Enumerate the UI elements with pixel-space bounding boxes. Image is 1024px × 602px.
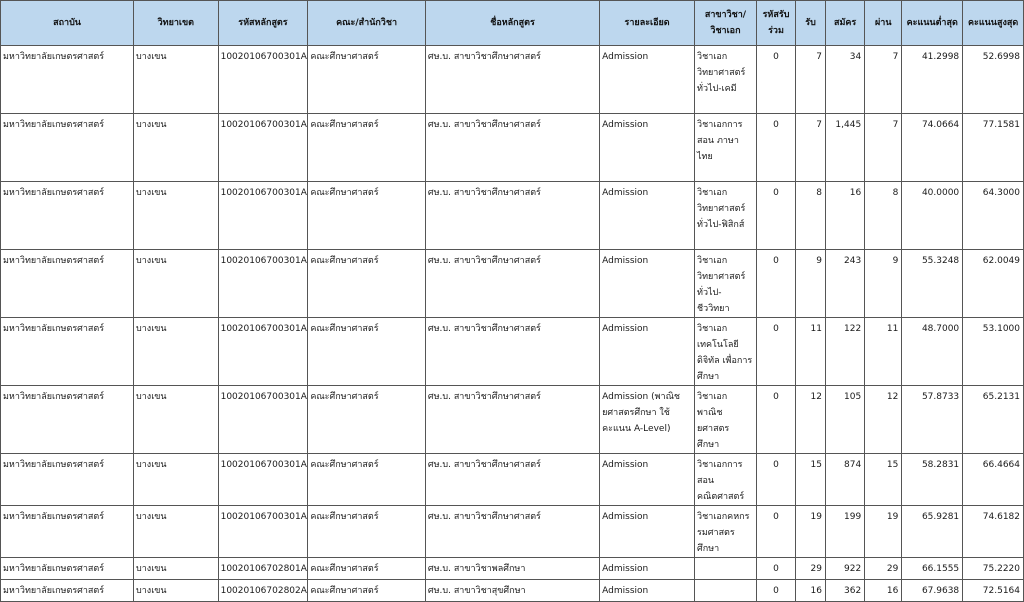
- cell-accept: 7: [796, 114, 826, 182]
- cell-joint-code: 0: [756, 46, 795, 114]
- cell-accept: 8: [796, 182, 826, 250]
- cell-detail: Admission (พาณิชยศาสตรศึกษา ใช้ คะแนน A-Level): [600, 386, 695, 454]
- cell-passed: 12: [865, 386, 902, 454]
- cell-institution: มหาวิทยาลัยเกษตรศาสตร์: [1, 558, 134, 580]
- table-row: [1, 454, 1024, 506]
- cell-program: ศษ.บ. สาขาวิชาพลศึกษา: [425, 558, 599, 580]
- cell-institution: มหาวิทยาลัยเกษตรศาสตร์: [1, 250, 134, 318]
- cell-code: 10020106700301A: [218, 454, 308, 506]
- table-row: [1, 506, 1024, 558]
- cell-major: วิชาเอก วิทยาศาสตร์ ทั่วไป-ชีววิทยา: [695, 250, 757, 318]
- cell-code: 10020106700301A: [218, 114, 308, 182]
- cell-joint-code: 0: [756, 182, 795, 250]
- cell-max-score: 65.2131: [963, 386, 1024, 454]
- cell-institution: มหาวิทยาลัยเกษตรศาสตร์: [1, 114, 134, 182]
- cell-code: 10020106702802A: [218, 580, 308, 602]
- cell-institution: มหาวิทยาลัยเกษตรศาสตร์: [1, 580, 134, 602]
- cell-max-score: 75.2220: [963, 558, 1024, 580]
- cell-faculty: คณะศึกษาศาสตร์: [308, 558, 426, 580]
- cell-faculty: คณะศึกษาศาสตร์: [308, 454, 426, 506]
- cell-code: 10020106700301A: [218, 46, 308, 114]
- header-row: [1, 1, 1024, 46]
- cell-passed: 8: [865, 182, 902, 250]
- cell-applied: 105: [826, 386, 865, 454]
- cell-detail: Admission: [600, 182, 695, 250]
- cell-max-score: 52.6998: [963, 46, 1024, 114]
- cell-major: วิชาเอกการสอน ภาษาไทย: [695, 114, 757, 182]
- cell-joint-code: 0: [756, 454, 795, 506]
- cell-program: ศษ.บ. สาขาวิชาศึกษาศาสตร์: [425, 114, 599, 182]
- cell-detail: Admission: [600, 318, 695, 386]
- cell-applied: 922: [826, 558, 865, 580]
- cell-passed: 15: [865, 454, 902, 506]
- cell-max-score: 62.0049: [963, 250, 1024, 318]
- cell-faculty: คณะศึกษาศาสตร์: [308, 580, 426, 602]
- cell-institution: มหาวิทยาลัยเกษตรศาสตร์: [1, 506, 134, 558]
- table-row: [1, 250, 1024, 318]
- cell-min-score: 48.7000: [902, 318, 963, 386]
- cell-min-score: 58.2831: [902, 454, 963, 506]
- cell-min-score: 40.0000: [902, 182, 963, 250]
- header-applied: สมัคร: [826, 1, 865, 46]
- cell-program: ศษ.บ. สาขาวิชาศึกษาศาสตร์: [425, 318, 599, 386]
- cell-campus: บางเขน: [134, 250, 219, 318]
- header-major: สาขาวิชา/ วิชาเอก: [695, 1, 757, 46]
- cell-min-score: 67.9638: [902, 580, 963, 602]
- table-row: [1, 182, 1024, 250]
- cell-accept: 12: [796, 386, 826, 454]
- cell-applied: 34: [826, 46, 865, 114]
- cell-min-score: 55.3248: [902, 250, 963, 318]
- table-row: [1, 318, 1024, 386]
- cell-institution: มหาวิทยาลัยเกษตรศาสตร์: [1, 318, 134, 386]
- cell-joint-code: 0: [756, 558, 795, 580]
- cell-joint-code: 0: [756, 318, 795, 386]
- cell-campus: บางเขน: [134, 114, 219, 182]
- cell-campus: บางเขน: [134, 580, 219, 602]
- cell-accept: 19: [796, 506, 826, 558]
- cell-major: วิชาเอก วิทยาศาสตร์ ทั่วไป-ฟิสิกส์: [695, 182, 757, 250]
- header-program: ชื่อหลักสูตร: [425, 1, 599, 46]
- cell-major: วิชาเอก วิทยาศาสตร์ ทั่วไป-เคมี: [695, 46, 757, 114]
- cell-accept: 11: [796, 318, 826, 386]
- header-passed: ผ่าน: [865, 1, 902, 46]
- cell-faculty: คณะศึกษาศาสตร์: [308, 46, 426, 114]
- cell-detail: Admission: [600, 250, 695, 318]
- cell-min-score: 65.9281: [902, 506, 963, 558]
- cell-faculty: คณะศึกษาศาสตร์: [308, 386, 426, 454]
- cell-accept: 9: [796, 250, 826, 318]
- cell-major: วิชาเอก พาณิชยศาสตร ศึกษา: [695, 386, 757, 454]
- cell-code: 10020106702801A: [218, 558, 308, 580]
- cell-institution: มหาวิทยาลัยเกษตรศาสตร์: [1, 46, 134, 114]
- cell-max-score: 53.1000: [963, 318, 1024, 386]
- cell-program: ศษ.บ. สาขาวิชาศึกษาศาสตร์: [425, 46, 599, 114]
- cell-campus: บางเขน: [134, 454, 219, 506]
- cell-detail: Admission: [600, 558, 695, 580]
- cell-accept: 29: [796, 558, 826, 580]
- cell-campus: บางเขน: [134, 318, 219, 386]
- cell-passed: 7: [865, 46, 902, 114]
- cell-min-score: 74.0664: [902, 114, 963, 182]
- cell-detail: Admission: [600, 114, 695, 182]
- cell-max-score: 74.6182: [963, 506, 1024, 558]
- cell-faculty: คณะศึกษาศาสตร์: [308, 182, 426, 250]
- cell-joint-code: 0: [756, 506, 795, 558]
- table-row: [1, 46, 1024, 114]
- cell-major: วิชาเอก เทคโนโลยีดิจิทัล เพื่อการศึกษา: [695, 318, 757, 386]
- cell-passed: 9: [865, 250, 902, 318]
- cell-max-score: 64.3000: [963, 182, 1024, 250]
- cell-passed: 29: [865, 558, 902, 580]
- cell-applied: 243: [826, 250, 865, 318]
- header-max-score: คะแนนสูงสุด: [963, 1, 1024, 46]
- cell-code: 10020106700301A: [218, 250, 308, 318]
- cell-applied: 199: [826, 506, 865, 558]
- cell-passed: 7: [865, 114, 902, 182]
- header-min-score: คะแนนต่ำสุด: [902, 1, 963, 46]
- cell-institution: มหาวิทยาลัยเกษตรศาสตร์: [1, 454, 134, 506]
- cell-passed: 19: [865, 506, 902, 558]
- cell-faculty: คณะศึกษาศาสตร์: [308, 114, 426, 182]
- cell-program: ศษ.บ. สาขาวิชาศึกษาศาสตร์: [425, 454, 599, 506]
- header-joint-code: รหัสรับ ร่วม: [756, 1, 795, 46]
- cell-program: ศษ.บ. สาขาวิชาศึกษาศาสตร์: [425, 250, 599, 318]
- cell-applied: 1,445: [826, 114, 865, 182]
- header-institution: สถาบัน: [1, 1, 134, 46]
- cell-accept: 15: [796, 454, 826, 506]
- cell-program: ศษ.บ. สาขาวิชาศึกษาศาสตร์: [425, 182, 599, 250]
- cell-applied: 122: [826, 318, 865, 386]
- cell-min-score: 66.1555: [902, 558, 963, 580]
- cell-major: [695, 580, 757, 602]
- cell-max-score: 72.5164: [963, 580, 1024, 602]
- table-row: [1, 558, 1024, 580]
- cell-faculty: คณะศึกษาศาสตร์: [308, 506, 426, 558]
- cell-major: วิชาเอกคหกร รมศาสตรศึกษา: [695, 506, 757, 558]
- header-faculty: คณะ/สำนักวิชา: [308, 1, 426, 46]
- cell-min-score: 41.2998: [902, 46, 963, 114]
- cell-detail: Admission: [600, 454, 695, 506]
- cell-max-score: 77.1581: [963, 114, 1024, 182]
- cell-applied: 16: [826, 182, 865, 250]
- header-detail: รายละเอียด: [600, 1, 695, 46]
- cell-program: ศษ.บ. สาขาวิชาศึกษาศาสตร์: [425, 386, 599, 454]
- cell-campus: บางเขน: [134, 558, 219, 580]
- cell-institution: มหาวิทยาลัยเกษตรศาสตร์: [1, 182, 134, 250]
- header-campus: วิทยาเขต: [134, 1, 219, 46]
- cell-faculty: คณะศึกษาศาสตร์: [308, 318, 426, 386]
- cell-program: ศษ.บ. สาขาวิชาสุขศึกษา: [425, 580, 599, 602]
- cell-code: 10020106700301A: [218, 318, 308, 386]
- cell-campus: บางเขน: [134, 182, 219, 250]
- cell-joint-code: 0: [756, 386, 795, 454]
- cell-code: 10020106700301A: [218, 386, 308, 454]
- cell-passed: 11: [865, 318, 902, 386]
- cell-major: วิชาเอกการสอน คณิตศาสตร์: [695, 454, 757, 506]
- cell-accept: 7: [796, 46, 826, 114]
- table-row: [1, 114, 1024, 182]
- cell-faculty: คณะศึกษาศาสตร์: [308, 250, 426, 318]
- cell-campus: บางเขน: [134, 506, 219, 558]
- header-code: รหัสหลักสูตร: [218, 1, 308, 46]
- table-row: [1, 580, 1024, 602]
- cell-detail: Admission: [600, 506, 695, 558]
- cell-campus: บางเขน: [134, 46, 219, 114]
- table-row: [1, 386, 1024, 454]
- cell-max-score: 66.4664: [963, 454, 1024, 506]
- cell-detail: Admission: [600, 46, 695, 114]
- cell-joint-code: 0: [756, 114, 795, 182]
- cell-institution: มหาวิทยาลัยเกษตรศาสตร์: [1, 386, 134, 454]
- header-accept: รับ: [796, 1, 826, 46]
- cell-campus: บางเขน: [134, 386, 219, 454]
- cell-program: ศษ.บ. สาขาวิชาศึกษาศาสตร์: [425, 506, 599, 558]
- cell-accept: 16: [796, 580, 826, 602]
- cell-major: [695, 558, 757, 580]
- cell-passed: 16: [865, 580, 902, 602]
- cell-code: 10020106700301A: [218, 182, 308, 250]
- cell-joint-code: 0: [756, 250, 795, 318]
- cell-applied: 874: [826, 454, 865, 506]
- cell-min-score: 57.8733: [902, 386, 963, 454]
- cell-code: 10020106700301A: [218, 506, 308, 558]
- cell-joint-code: 0: [756, 580, 795, 602]
- cell-detail: Admission: [600, 580, 695, 602]
- cell-applied: 362: [826, 580, 865, 602]
